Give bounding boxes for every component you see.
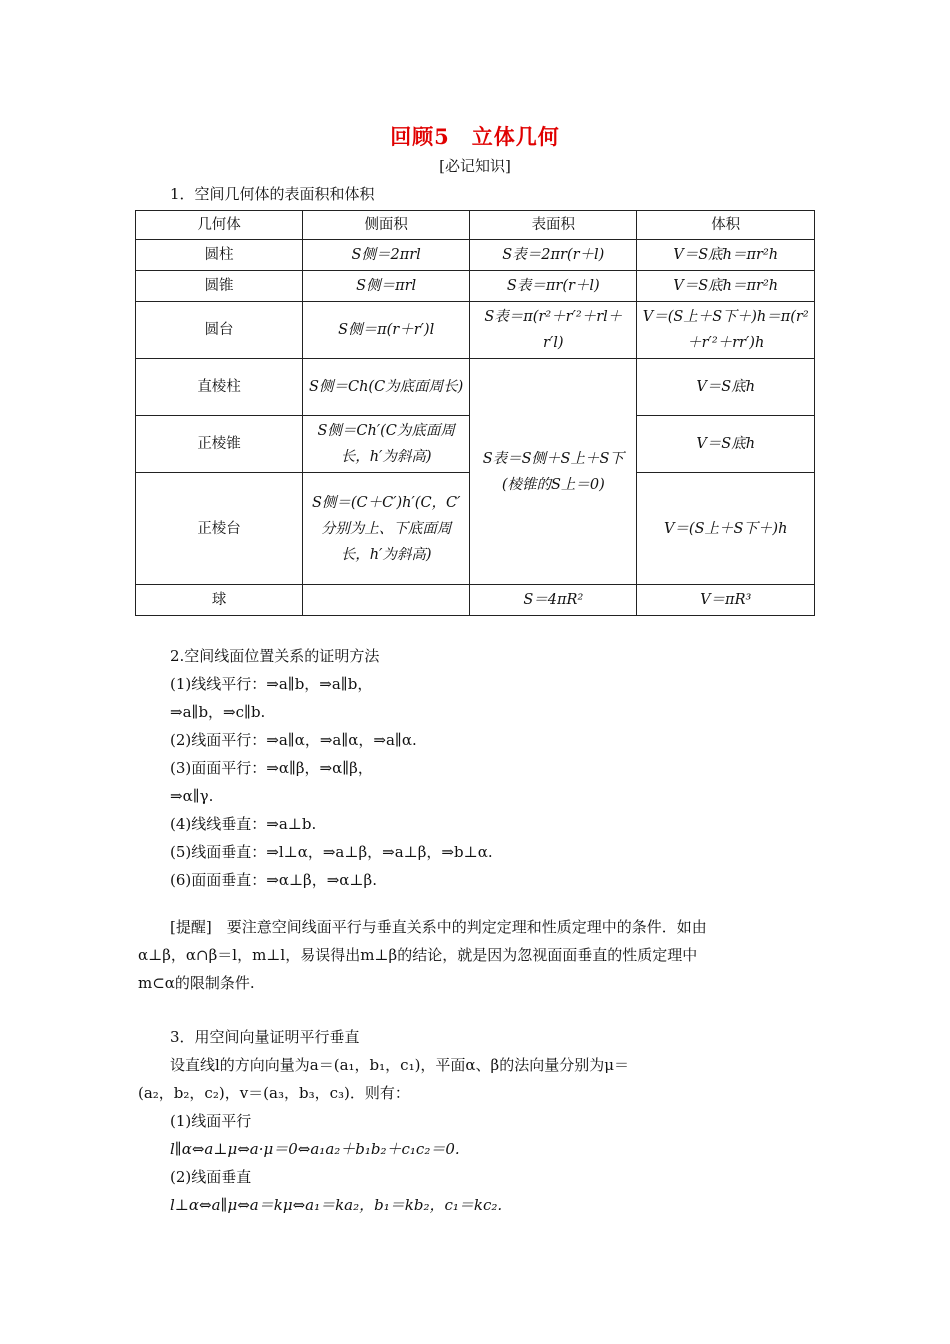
surface-area: S表＝πr(r＋l) bbox=[470, 271, 637, 302]
lateral-area: S侧＝Ch′(C为底面周长，h′为斜高) bbox=[303, 416, 470, 473]
solid-name: 正棱台 bbox=[136, 473, 303, 585]
solid-name: 圆台 bbox=[136, 302, 303, 359]
vector-item: (1)线面平行 bbox=[170, 1112, 252, 1130]
volume: V＝S底h＝πr²h bbox=[637, 271, 815, 302]
surface-area: S表＝2πr(r＋l) bbox=[470, 240, 637, 271]
lateral-area: S侧＝Ch(C为底面周长) bbox=[303, 359, 470, 416]
proof-line: (2)线面平行：⇒a∥α，⇒a∥α，⇒a∥α. bbox=[170, 731, 417, 749]
lateral-area: S侧＝(C＋C′)h′(C，C′分别为上、下底面周长，h′为斜高) bbox=[303, 473, 470, 585]
intro-line: 设直线l的方向向量为a＝(a₁，b₁，c₁)，平面α、β的法向量分别为μ＝ bbox=[170, 1056, 629, 1074]
section3 bbox=[170, 1023, 360, 1051]
lateral-area: S侧＝2πrl bbox=[303, 240, 470, 271]
section-tag: [必记知识] bbox=[439, 157, 511, 175]
section1-heading: 1．空间几何体的表面积和体积 bbox=[170, 185, 375, 203]
proof-line: (5)线面垂直：⇒l⊥α，⇒a⊥β，⇒a⊥β，⇒b⊥α. bbox=[170, 843, 493, 861]
section3-items bbox=[170, 1107, 502, 1219]
table-header-row bbox=[136, 211, 815, 240]
reminder-line: α⊥β，α∩β＝l，m⊥l，易误得出m⊥β的结论，就是因为忽视面面垂直的性质定理中 bbox=[138, 946, 698, 964]
lateral-area bbox=[303, 585, 470, 616]
section2-heading: 2.空间线面位置关系的证明方法 bbox=[170, 647, 380, 665]
table-header: 侧面积 bbox=[303, 211, 470, 240]
proof-line: (6)面面垂直：⇒α⊥β，⇒α⊥β. bbox=[170, 871, 377, 889]
table-row bbox=[136, 359, 815, 416]
proof-line: (3)面面平行：⇒α∥β，⇒α∥β， bbox=[170, 759, 373, 777]
vector-formula: l∥α⇔a⊥μ⇔a·μ＝0⇔a₁a₂＋b₁b₂＋c₁c₂＝0. bbox=[170, 1140, 460, 1158]
intro-line: (a₂，b₂，c₂)，v＝(a₃，b₃，c₃)．则有： bbox=[138, 1084, 410, 1102]
volume: V＝(S上＋S下＋)h＝π(r²＋r′²＋rr′)h bbox=[637, 302, 815, 359]
proof-line: (1)线线平行：⇒a∥b，⇒a∥b， bbox=[170, 675, 373, 693]
lateral-area: S侧＝π(r＋r′)l bbox=[303, 302, 470, 359]
solid-name: 直棱柱 bbox=[136, 359, 303, 416]
proof-line: (4)线线垂直：⇒a⊥b. bbox=[170, 815, 317, 833]
section3-intro bbox=[138, 1051, 816, 1107]
proof-line: ⇒a∥b，⇒c∥b. bbox=[170, 703, 266, 721]
surface-area: S＝4πR² bbox=[470, 585, 637, 616]
table-header: 体积 bbox=[637, 211, 815, 240]
table-row bbox=[136, 240, 815, 271]
table-row bbox=[136, 271, 815, 302]
table-header: 几何体 bbox=[136, 211, 303, 240]
reminder-line: [提醒] 要注意空间线面平行与垂直关系中的判定定理和性质定理中的条件．如由 bbox=[170, 918, 707, 936]
solid-name: 球 bbox=[136, 585, 303, 616]
lateral-area: S侧＝πrl bbox=[303, 271, 470, 302]
surface-area-merged: S表＝S侧＋S上＋S下(棱锥的S上＝0) bbox=[470, 359, 637, 585]
vector-formula: l⊥α⇔a∥μ⇔a＝kμ⇔a₁＝ka₂，b₁＝kb₂，c₁＝kc₂. bbox=[170, 1196, 503, 1214]
volume: V＝S底h bbox=[637, 359, 815, 416]
volume: V＝S底h＝πr²h bbox=[637, 240, 815, 271]
proof-line: ⇒α∥γ. bbox=[170, 787, 214, 805]
volume: V＝S底h bbox=[637, 416, 815, 473]
surface-area: S表＝π(r²＋r′²＋rl＋r′l) bbox=[470, 302, 637, 359]
table-header: 表面积 bbox=[470, 211, 637, 240]
section3-heading: 3．用空间向量证明平行垂直 bbox=[170, 1028, 360, 1046]
volume: V＝πR³ bbox=[637, 585, 815, 616]
solid-name: 圆柱 bbox=[136, 240, 303, 271]
solid-name: 正棱锥 bbox=[136, 416, 303, 473]
geometry-formula-table bbox=[135, 210, 815, 616]
table-row bbox=[136, 302, 815, 359]
solid-name: 圆锥 bbox=[136, 271, 303, 302]
page-title: 回顾5 立体几何 bbox=[390, 124, 560, 149]
reminder-note bbox=[138, 913, 816, 997]
section2 bbox=[170, 642, 493, 894]
table-row bbox=[136, 585, 815, 616]
volume: V＝(S上＋S下＋)h bbox=[637, 473, 815, 585]
vector-item: (2)线面垂直 bbox=[170, 1168, 252, 1186]
reminder-line: m⊂α的限制条件. bbox=[138, 974, 255, 992]
